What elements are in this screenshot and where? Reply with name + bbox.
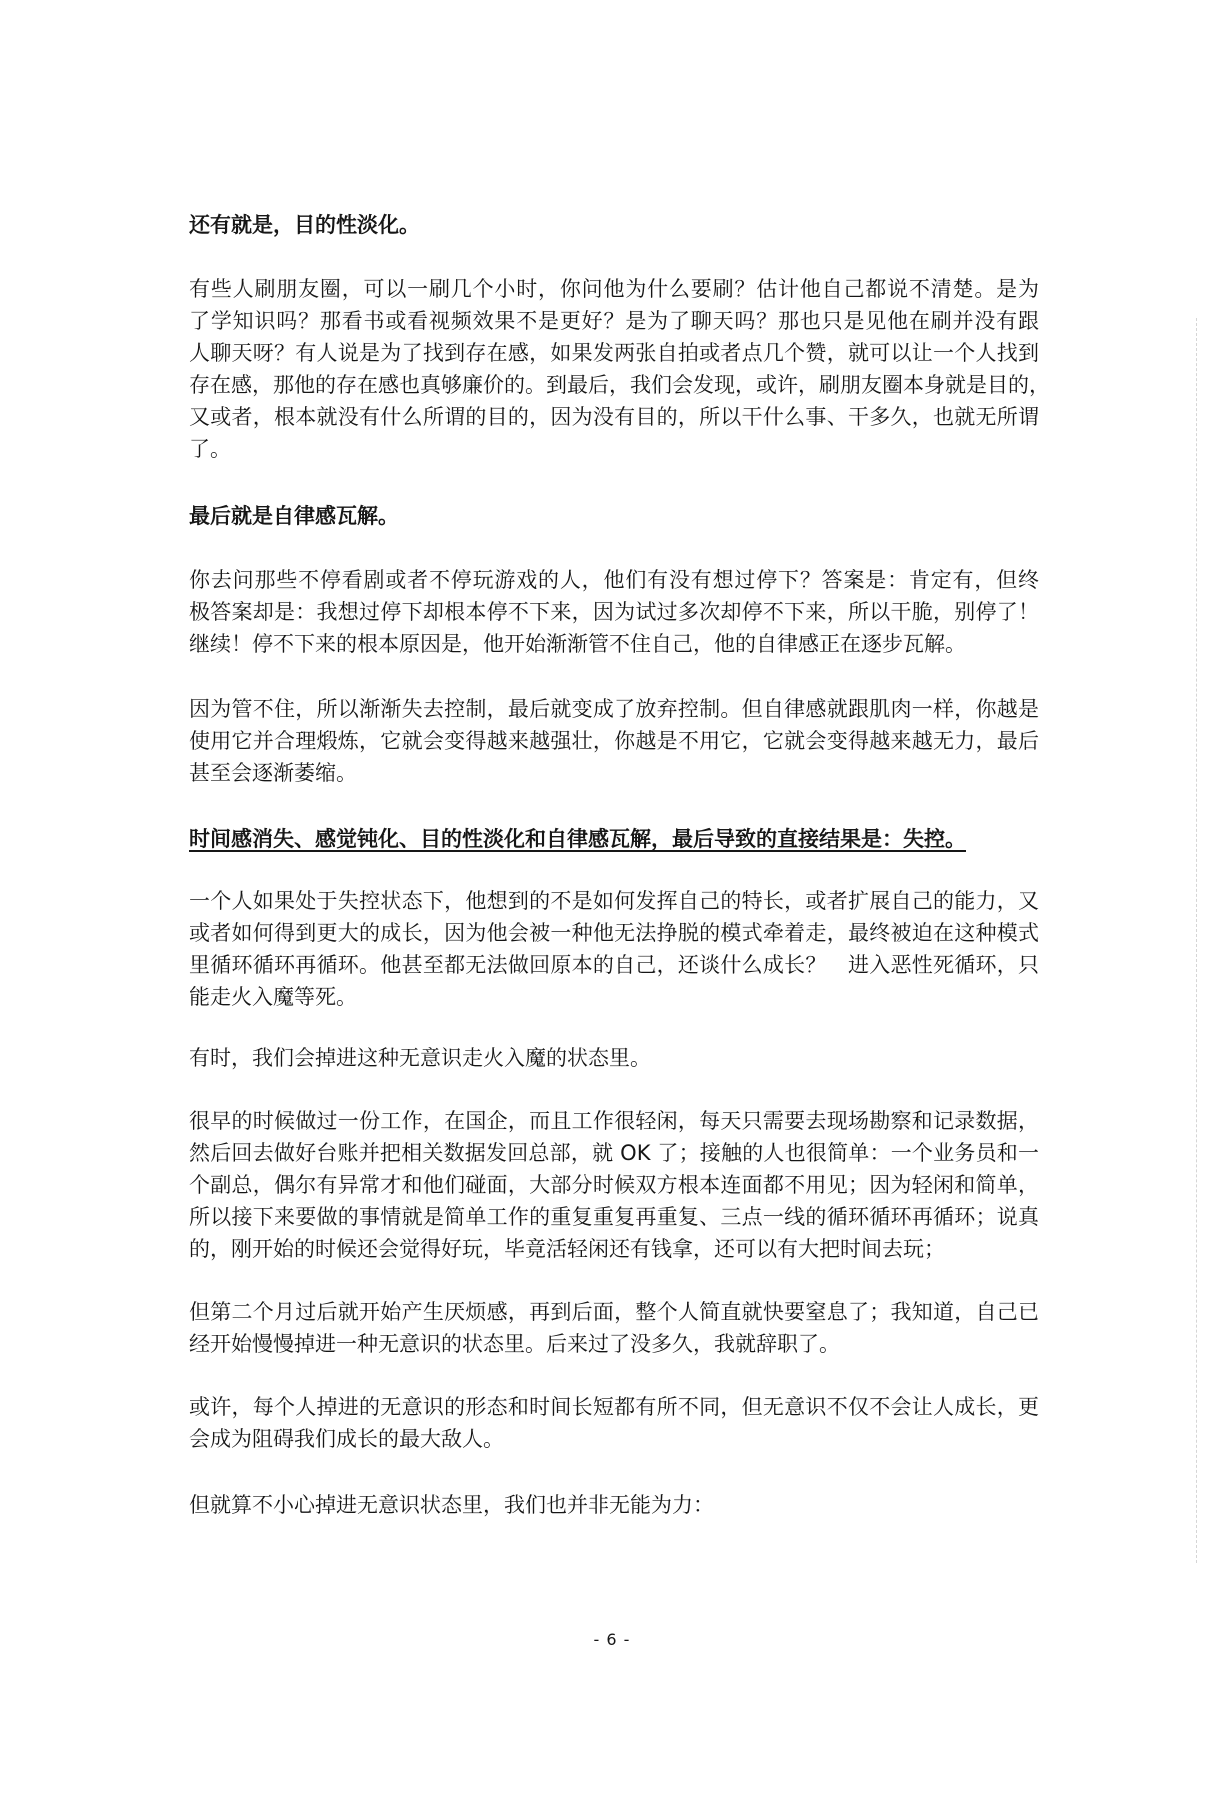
paragraph-line: 你去问那些不停看剧或者不停玩游戏的人，他们有没有想过停下？答案是：肯定有，但终: [189, 568, 1039, 592]
paragraph-line: 会成为阻碍我们成长的最大敌人。: [189, 1427, 504, 1451]
paragraph-final: [189, 1489, 1039, 1521]
paragraph-line: 所以接下来要做的事情就是简单工作的重复重复再重复、三点一线的循环循环再循环；说真: [189, 1205, 1039, 1229]
paragraph-line: 极答案却是：我想过停下却根本停不下来，因为试过多次却停不下来，所以干脆，别停了！: [189, 600, 1039, 624]
heading-text: 还有就是，目的性淡化。: [189, 213, 420, 237]
paragraph-line: 的，刚开始的时候还会觉得好玩，毕竟活轻闲还有钱拿，还可以有大把时间去玩；: [189, 1237, 945, 1261]
heading-text: 时间感消失、感觉钝化、目的性淡化和自律感瓦解，最后导致的直接结果是：失控。: [189, 827, 966, 851]
paragraph-line: 或者如何得到更大的成长，因为他会被一种他无法挣脱的模式牵着走，最终被迫在这种模式: [189, 921, 1039, 945]
paragraph-selfdiscipline-1: [189, 564, 1039, 660]
paragraph-selfdiscipline-2: [189, 693, 1039, 789]
paragraph-line: 能走火入魔等死。: [189, 985, 357, 1009]
paragraph-line: 因为管不住，所以渐渐失去控制，最后就变成了放弃控制。但自律感就跟肌肉一样，你越是: [189, 697, 1039, 721]
heading-text: 最后就是自律感瓦解。: [189, 504, 399, 528]
page-number: - 6 -: [593, 1630, 631, 1649]
paragraph-line: 有时，我们会掉进这种无意识走火入魔的状态里。: [189, 1046, 651, 1070]
paragraph-sometimes: [189, 1042, 1039, 1074]
paragraph-line: 或许，每个人掉进的无意识的形态和时间长短都有所不同，但无意识不仅不会让人成长，更: [189, 1395, 1039, 1419]
paragraph-line: 了。: [189, 437, 231, 461]
paragraph-line: 一个人如果处于失控状态下，他想到的不是如何发挥自己的特长，或者扩展自己的能力，又: [189, 889, 1039, 913]
section-heading-conclusion: [189, 823, 1039, 855]
scan-edge-mark: [1196, 318, 1197, 1563]
paragraph-purpose: [189, 273, 1050, 465]
paragraph-line: 又或者，根本就没有什么所谓的目的，因为没有目的，所以干什么事、干多久，也就无所谓: [189, 405, 1039, 429]
paragraph-line: 但就算不小心掉进无意识状态里，我们也并非无能为力：: [189, 1493, 714, 1517]
section-heading-purpose: [189, 209, 1039, 241]
paragraph-perhaps: [189, 1391, 1039, 1455]
paragraph-loss-of-control: [189, 885, 1039, 1013]
paragraph-line: 个副总，偶尔有异常才和他们碰面，大部分时候双方根本连面都不用见；因为轻闲和简单，: [189, 1173, 1039, 1197]
paragraph-line: 然后回去做好台账并把相关数据发回总部，就 OK 了；接触的人也很简单：一个业务员和一: [189, 1141, 1039, 1165]
paragraph-line: 里循环循环再循环。他甚至都无法做回原本的自己，还谈什么成长？ 进入恶性死循环，只: [189, 953, 1039, 977]
paragraph-second-month: [189, 1296, 1039, 1360]
section-heading-selfdiscipline: [189, 500, 1039, 532]
paragraph-line: 使用它并合理煅炼，它就会变得越来越强壮，你越是不用它，它就会变得越来越无力，最后: [189, 729, 1039, 753]
paragraph-line: 经开始慢慢掉进一种无意识的状态里。后来过了没多久，我就辞职了。: [189, 1332, 840, 1356]
paragraph-line: 继续！停不下来的根本原因是，他开始渐渐管不住自己，他的自律感正在逐步瓦解。: [189, 632, 966, 656]
paragraph-line: 人聊天呀？有人说是为了找到存在感，如果发两张自拍或者点几个赞，就可以让一个人找到: [189, 341, 1039, 365]
paragraph-line: 甚至会逐渐萎缩。: [189, 761, 357, 785]
paragraph-job-story: [189, 1105, 1039, 1265]
paragraph-line: 了学知识吗？那看书或看视频效果不是更好？是为了聊天吗？那也只是见他在刷并没有跟: [189, 309, 1039, 333]
paragraph-line: 但第二个月过后就开始产生厌烦感，再到后面，整个人简直就快要窒息了；我知道，自己已: [189, 1300, 1039, 1324]
paragraph-line: 有些人刷朋友圈，可以一刷几个小时，你问他为什么要刷？估计他自己都说不清楚。是为: [189, 277, 1039, 301]
paragraph-line: 很早的时候做过一份工作，在国企，而且工作很轻闲，每天只需要去现场勘察和记录数据，: [189, 1109, 1039, 1133]
paragraph-line: 存在感，那他的存在感也真够廉价的。到最后，我们会发现，或许，刷朋友圈本身就是目的，: [189, 373, 1050, 397]
